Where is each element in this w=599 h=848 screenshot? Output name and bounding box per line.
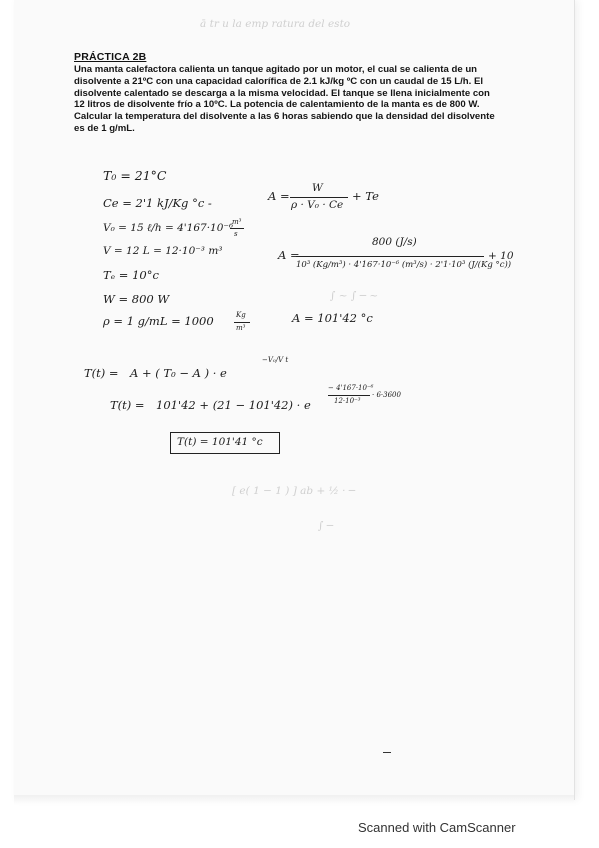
fraction-line	[230, 228, 244, 229]
fraction-line	[234, 322, 250, 323]
data-v0: V₀ = 15 ℓ/h = 4'167·10⁻⁶	[103, 222, 234, 234]
fraction-line	[290, 197, 348, 198]
data-te: Tₑ = 10°c	[103, 268, 159, 282]
data-rho-unit-den: m³	[236, 324, 246, 332]
tt-formula-exponent: −V₀/V t	[262, 356, 289, 364]
page-title: PRÁCTICA 2B	[74, 51, 147, 63]
page-shadow	[14, 795, 574, 805]
scanner-watermark: Scanned with CamScanner	[358, 820, 516, 835]
data-w: W = 800 W	[103, 292, 170, 306]
substitution-rhs: + 10	[488, 250, 514, 262]
formula-a-denominator: ρ · V₀ · Ce	[291, 199, 344, 211]
fraction-line	[328, 395, 370, 396]
data-v0-unit-num: m³	[232, 218, 242, 226]
data-v0-unit-den: s	[234, 230, 238, 238]
substitution-numerator: 800 (J/s)	[372, 236, 417, 248]
result-a: A = 101'42 °c	[292, 311, 373, 325]
data-rho: ρ = 1 g/mL = 1000	[103, 314, 214, 328]
tt-sub-exponent-tail: · 6·3600	[372, 391, 401, 399]
bleed-through-text: ∫ ~ ∫ ─ ~	[330, 290, 379, 302]
tt-sub-body: 101'42 + (21 − 101'42) · e	[156, 398, 311, 412]
tt-sub-exponent-numerator: − 4'167·10⁻⁶	[328, 384, 374, 392]
data-ce: Ce = 2'1 kJ/Kg °c -	[103, 196, 212, 210]
formula-a-lhs: A =	[268, 189, 290, 203]
substitution-lhs: A =	[278, 248, 300, 262]
formula-a-numerator: W	[312, 182, 323, 194]
tt-formula-lhs: T(t) =	[84, 366, 119, 380]
bleed-through-text: ∫ ─	[318, 520, 334, 532]
formula-a-rhs: + Te	[352, 189, 379, 203]
bleed-through-text: [ e( 1 − 1 ) ] ab + ½ · ─	[232, 485, 356, 497]
tt-sub-exponent-denominator: 12·10⁻³	[334, 397, 361, 405]
substitution-denominator: 10³ (Kg/m³) · 4'167·10⁻⁶ (m³/s) · 2'1·10³ (J/(Kg °c))	[296, 260, 512, 270]
fraction-line	[296, 256, 484, 257]
problem-statement: Una manta calefactora calienta un tanque agitado por un motor, el cual se calienta de un disolvente a 21ºC con una capacidad calorífica de 2.1 kJ/kg ºC con un caudal de 15 L/h. El disolvente calentado se descarga a la misma velocidad. El tanque se llena inicialmente con 12 litros de disolvente frío a 10ºC. La potencia de calentamiento de la manta es de 800 W. Calcular la temperatura del disolvente a las 6 horas sabiendo que la densidad del disolvente es de 1 g/mL.	[74, 64, 495, 134]
tt-sub-lhs: T(t) =	[110, 398, 145, 412]
data-t0: T₀ = 21°C	[103, 168, 167, 183]
pen-mark	[383, 752, 391, 753]
data-v: V = 12 L = 12·10⁻³ m³	[103, 245, 223, 257]
final-answer: T(t) = 101'41 °c	[177, 436, 263, 448]
tt-formula-body: A + ( T₀ − A ) · e	[130, 366, 227, 380]
bleed-through-text: ā tr u la emp ratura del esto	[200, 18, 351, 30]
data-rho-unit-num: Kg	[236, 311, 246, 319]
